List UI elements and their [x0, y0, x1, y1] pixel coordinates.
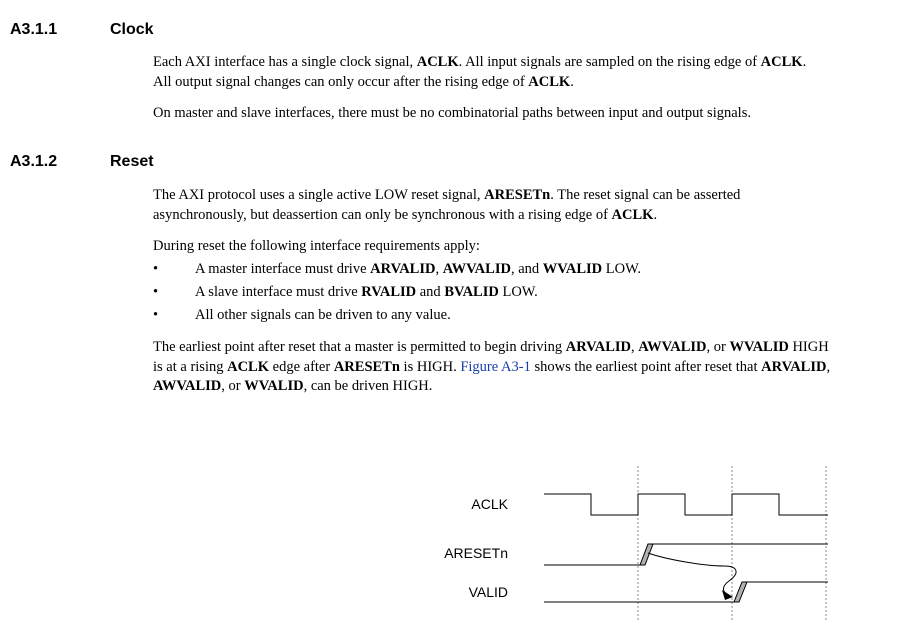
text-run: LOW.: [498, 284, 538, 300]
text-run: LOW.: [602, 261, 642, 277]
text-run: and: [416, 284, 445, 300]
text-run: A master interface must drive: [195, 261, 371, 277]
text-run: .: [570, 73, 574, 90]
text-run: , and: [510, 261, 543, 277]
signal-name: BVALID: [444, 284, 499, 300]
signal-name: ACLK: [416, 54, 459, 70]
signal-label-aclk: ACLK: [471, 496, 508, 512]
section-a3-1-2-number: A3.1.2: [10, 153, 58, 170]
signal-name: AWVALID: [153, 378, 222, 394]
signal-name: ARVALID: [370, 261, 436, 277]
signal-name: RVALID: [361, 284, 417, 300]
signal-name: WVALID: [542, 261, 603, 277]
signal-name: ACLK: [760, 54, 803, 70]
bullet-marker: •: [153, 261, 159, 277]
text-run: A slave interface must drive: [195, 284, 362, 300]
causality-arrow: [648, 553, 736, 595]
text-run: During reset the following interface requirements apply:: [153, 238, 480, 254]
text-run: is HIGH.: [399, 358, 461, 375]
text-run: , or: [221, 378, 245, 394]
section-a3-1-1-number: A3.1.1: [10, 21, 58, 38]
section-a3-1-1-title: Clock: [110, 21, 154, 38]
signal-name: ACLK: [611, 206, 654, 223]
signal-name: WVALID: [244, 378, 304, 394]
signal-name: ARESETn: [484, 187, 551, 203]
text-run: ,: [631, 339, 639, 355]
aclk-waveform: [544, 494, 828, 515]
text-run: . The reset signal can be asserted: [550, 187, 741, 203]
text-run: is at a rising: [153, 358, 228, 375]
bullet-marker: •: [153, 284, 159, 300]
section-a3-1-2-title: Reset: [110, 153, 154, 170]
text-run: The earliest point after reset that a master is permitted to begin driving: [153, 339, 566, 355]
text-run: All output signal changes can only occur after the rising edge of: [153, 73, 529, 90]
signal-name: AWVALID: [638, 339, 707, 355]
signal-name: AWVALID: [442, 261, 511, 277]
signal-name: ARVALID: [761, 358, 827, 375]
text-run: .: [802, 54, 807, 70]
text-run: ,: [826, 358, 831, 375]
text-run: , or: [706, 339, 730, 355]
signal-name: ACLK: [528, 73, 571, 90]
valid-waveform: [544, 582, 828, 602]
text-run: shows the earliest point after reset that: [530, 358, 762, 375]
signal-name: ARESETn: [333, 358, 400, 375]
causality-arrowhead: [722, 590, 733, 600]
text-run: , can be driven HIGH.: [303, 378, 433, 394]
figure-reference-link[interactable]: Figure A3-1: [460, 358, 531, 375]
text-run: ,: [435, 261, 443, 277]
text-run: Each AXI interface has a single clock signal,: [153, 54, 417, 70]
text-run: HIGH: [788, 339, 829, 355]
signal-name: WVALID: [729, 339, 789, 355]
signal-label-valid: VALID: [468, 584, 508, 600]
valid-transition: [734, 582, 747, 602]
signal-name: ACLK: [227, 358, 270, 375]
text-run: .: [653, 206, 658, 223]
signal-label-aresetn: ARESETn: [444, 545, 508, 561]
signal-name: ARVALID: [565, 339, 632, 355]
text-run: The AXI protocol uses a single active LOW reset signal,: [153, 187, 485, 203]
bullet-marker: •: [153, 307, 159, 323]
text-run: asynchronously, but deassertion can only be synchronous with a rising edge of: [153, 206, 612, 223]
text-run: . All input signals are sampled on the rising edge of: [458, 54, 761, 70]
text-run: All other signals can be driven to any value.: [195, 307, 451, 323]
text-run: On master and slave interfaces, there must be no combinatorial paths between input and output signals.: [153, 105, 751, 121]
text-run: edge after: [269, 358, 334, 375]
